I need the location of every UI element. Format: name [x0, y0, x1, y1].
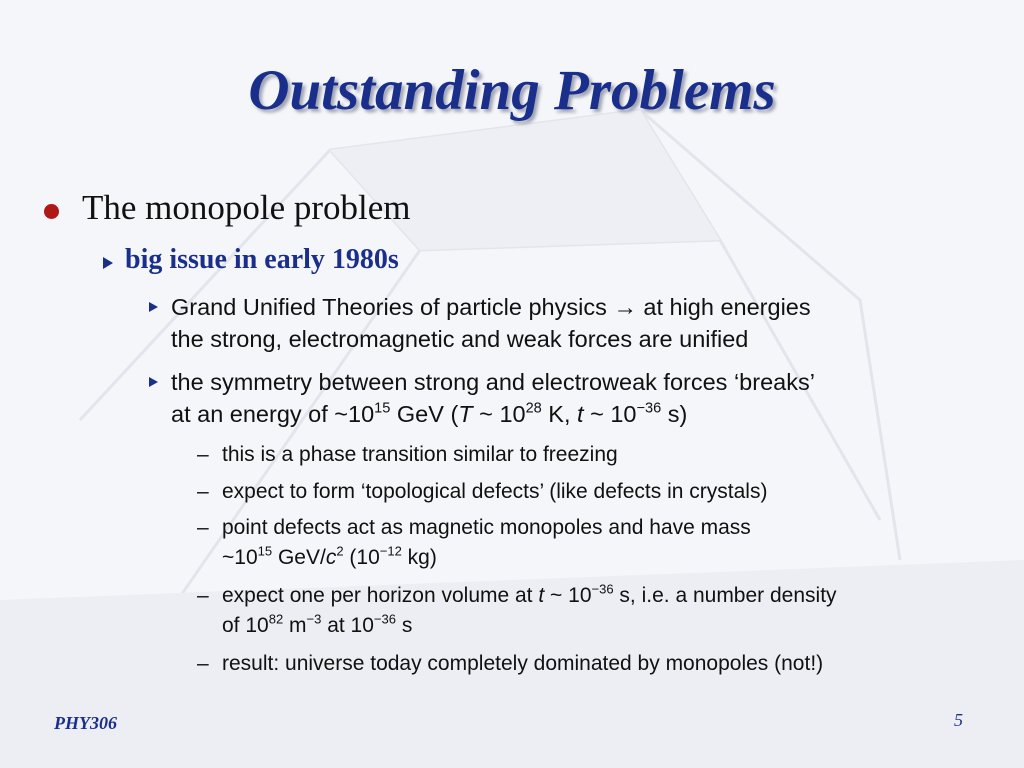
detail-text: point defects act as magnetic monopoles and have mass $\sim 10^{15}$ GeV/$c^2$ ($10^{-12}$ kg)	[222, 516, 751, 569]
subbullet-text: big issue in early 1980s	[125, 244, 399, 275]
bullet-dot-icon	[44, 204, 59, 219]
detail-text: expect one per horizon volume at t ~ $10^{-36}$ s, i.e. a number density of $10^{82}$ $m^{-3}$ at $10^{-36}$ s	[222, 581, 837, 637]
dash-bullet: –	[197, 480, 209, 503]
item-text: Grand Unified Theories of particle physics → at high energies the strong, electromagnetic and weak forces are unified	[171, 294, 811, 352]
item-text: the symmetry between strong and electroweak forces ‘breaks’ at an energy of $\sim 10^{15}$ GeV (T ~ $10^{28}$ K, t ~ $10^{-36}$ s)	[171, 369, 815, 427]
slide-title: Outstanding Problems	[248, 59, 776, 122]
footer-page-number: 5	[954, 710, 963, 730]
right-arrow-icon: →	[613, 294, 637, 320]
footer-course-code: PHY306	[54, 713, 117, 733]
slide: Outstanding Problems The monopole problem big issue in early 1980s Grand Unified Theories of particle physics → at high energies the strong, electromagnetic and weak forces are unified the symmetry between strong and electroweak forces ‘breaks’ at an energy of $\sim 10^{15}$ GeV (T ~ $10^{28}$ K, t ~ $10^{-36}$ s) – this is a phase transition similar to freezing – expect to form ‘topological defects’ (like defects in crystals) – point defects act as magnetic monopoles and have mass $\sim 10^{15}$ GeV/$c^2$ ($10^{-12}$ kg) – expect one per horizon volume at t ~ $10^{-36}$ s, i.e. a number density of $10^{82}$ $m^{-3}$ at $10^{-36}$ s – result: universe today completely dominated by monopoles (not!) PHY306 5	[0, 0, 1024, 768]
dash-bullet: –	[197, 443, 209, 466]
triangle-bullet-icon	[103, 257, 113, 269]
dash-bullet: –	[197, 516, 209, 539]
dash-bullet: –	[197, 584, 209, 607]
triangle-bullet-icon	[149, 302, 158, 312]
triangle-bullet-icon	[149, 377, 158, 387]
dash-bullet: –	[197, 652, 209, 675]
bullet-text: The monopole problem	[82, 188, 411, 227]
